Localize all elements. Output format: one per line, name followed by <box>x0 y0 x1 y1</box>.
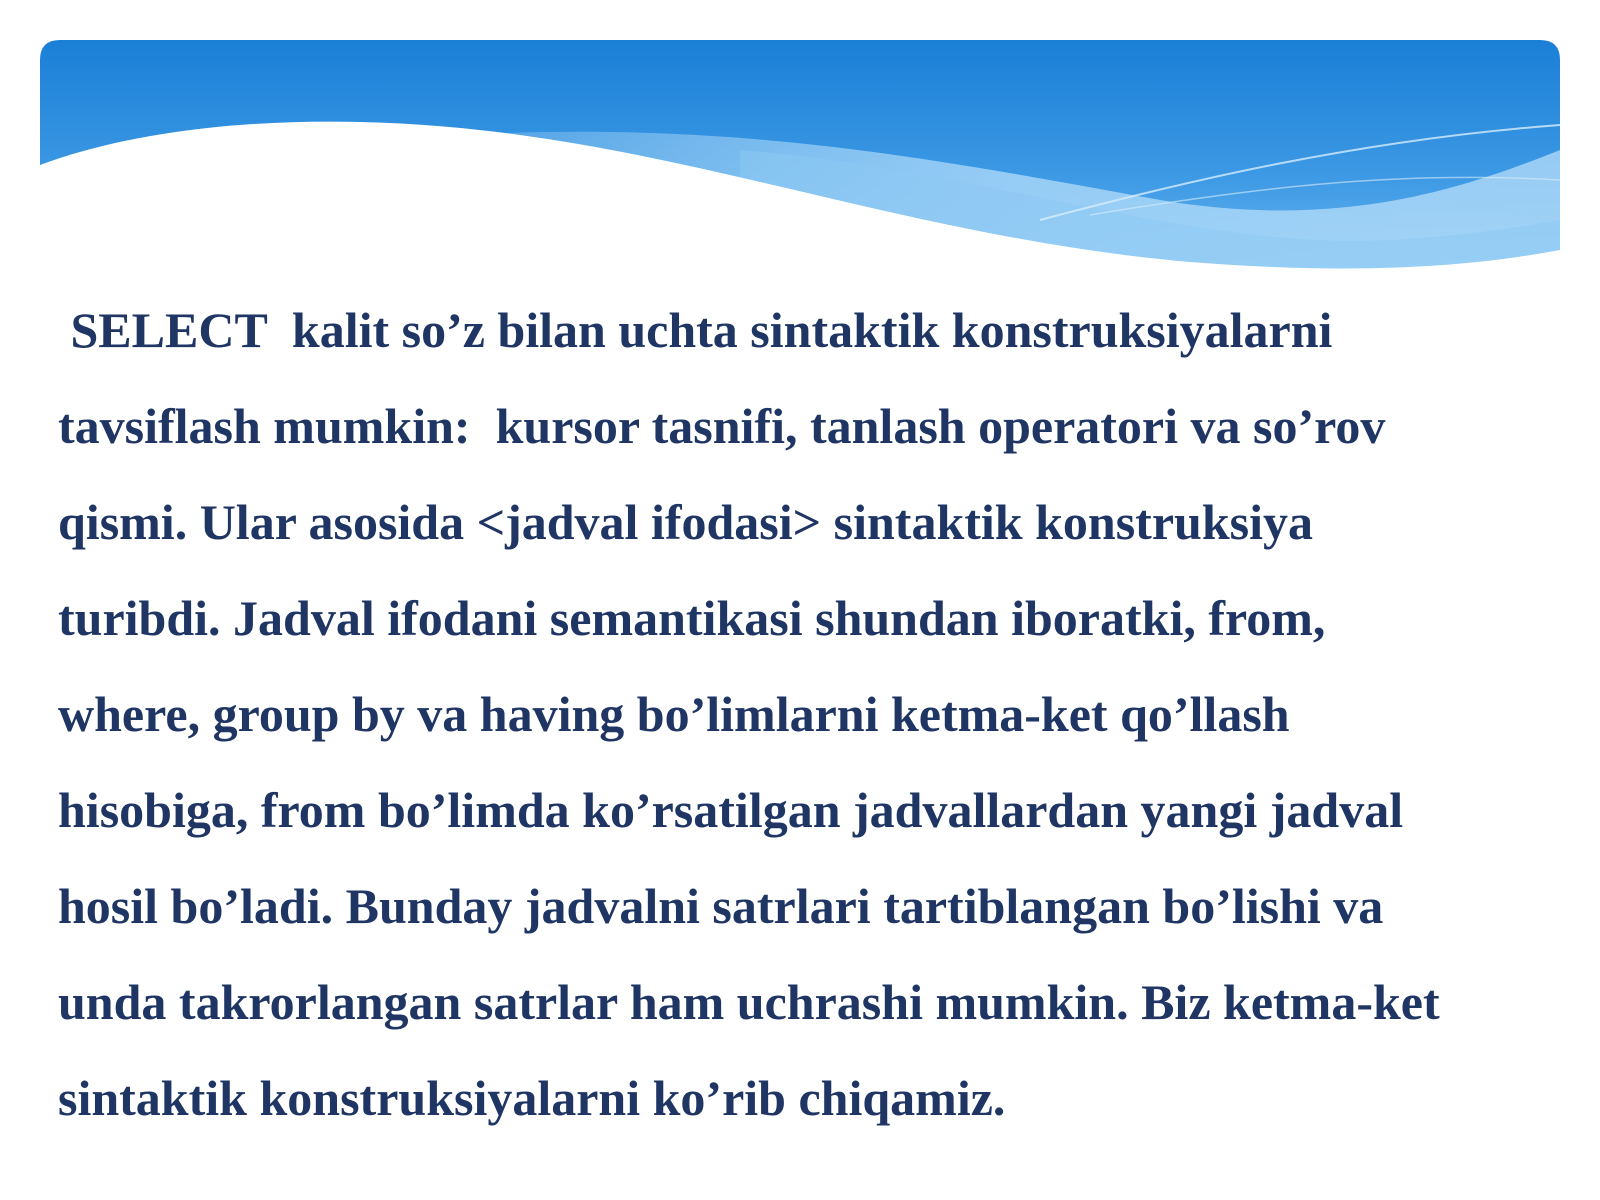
body-line: qismi. Ular asosida <jadval ifodasi> sintaktik konstruksiya <box>58 494 1313 550</box>
body-line: turibdi. Jadval ifodani semantikasi shundan iboratki, from, <box>58 590 1326 646</box>
slide-body-text <box>58 282 1558 1146</box>
wave-header-banner <box>40 40 1560 280</box>
body-line: unda takrorlangan satrlar ham uchrashi mumkin. Biz ketma-ket <box>58 974 1440 1030</box>
body-line: hosil bo’ladi. Bunday jadvalni satrlari tartiblangan bo’lishi va <box>58 878 1384 934</box>
body-line: sintaktik konstruksiyalarni ko’rib chiqamiz. <box>58 1070 1006 1126</box>
body-line: hisobiga, from bo’limda ko’rsatilgan jadvallardan yangi jadval <box>58 782 1404 838</box>
body-line: tavsiflash mumkin: kursor tasnifi, tanlash operatori va so’rov <box>58 398 1386 454</box>
wave-decoration <box>40 40 1560 280</box>
body-line: where, group by va having bo’limlarni ketma-ket qo’llash <box>58 686 1290 742</box>
body-line: SELECT kalit so’z bilan uchta sintaktik konstruksiyalarni <box>58 302 1333 358</box>
